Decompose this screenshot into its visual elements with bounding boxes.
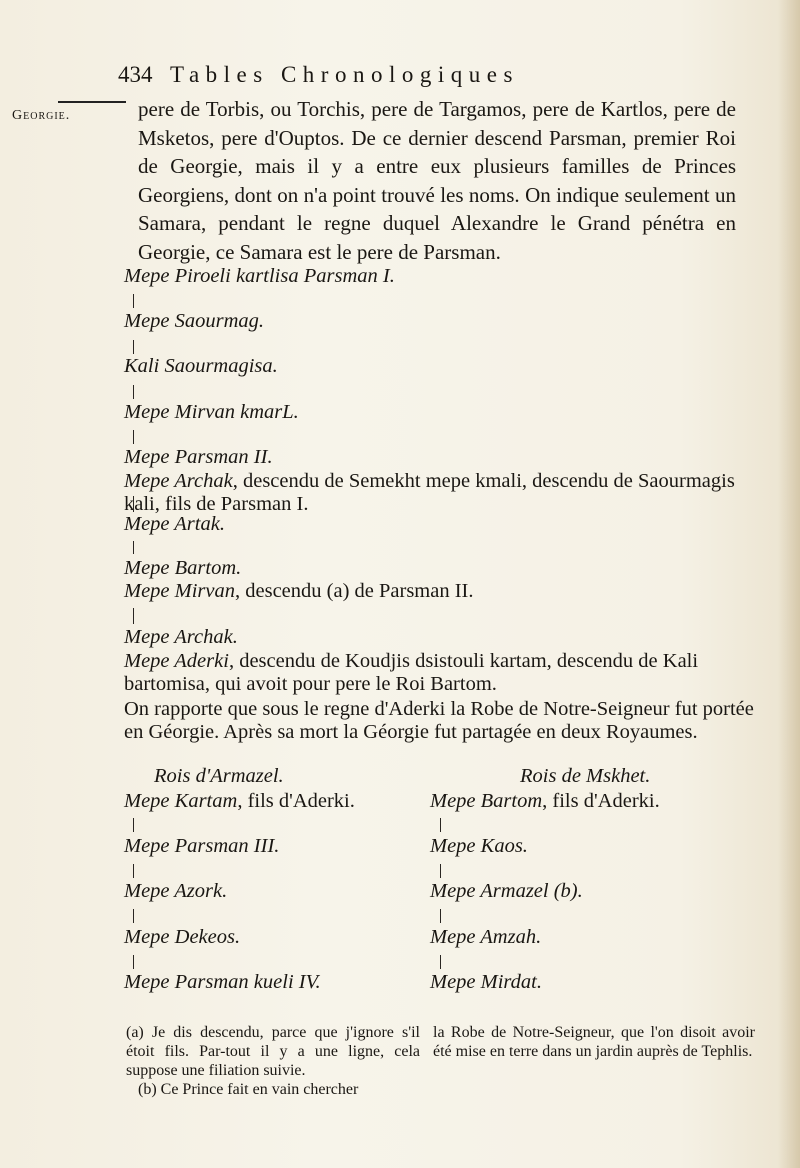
page-header (118, 62, 718, 92)
lineage-line (133, 608, 134, 624)
genealogy-entry: Mepe Bartom. (124, 557, 242, 579)
footnotes-right (433, 1023, 755, 1061)
lineage-line (440, 955, 441, 969)
lineage-line (440, 864, 441, 878)
page-edge-shadow (778, 0, 800, 1168)
lineage-line (440, 909, 441, 923)
genealogy-entry: Mepe Piroeli kartlisa Parsman I. (124, 265, 395, 287)
footnotes-left (126, 1023, 420, 1099)
genealogy-entry: Mepe Artak. (124, 513, 225, 535)
left-king-first: Mepe Kartam, fils d'Aderki. (124, 790, 355, 812)
lineage-line (133, 430, 134, 444)
genealogy-entry: Mepe Mirvan, descendu (a) de Parsman II. (124, 580, 474, 602)
lineage-line (133, 385, 134, 399)
genealogy-entry-aderki: Mepe Aderki, descendu de Koudjis dsistouli kartam, descendu de Kali bartomisa, qui avoit pour pere le Roi Bartom. (124, 650, 699, 695)
lineage-line (133, 818, 134, 832)
lineage-line (133, 496, 134, 512)
left-king: Mepe Dekeos. (124, 926, 241, 948)
right-king: Mepe Amzah. (430, 926, 542, 948)
genealogy-entry: Mepe Archak. (124, 626, 238, 648)
margin-rule (58, 101, 126, 103)
right-king-first: Mepe Bartom, fils d'Aderki. (430, 790, 660, 812)
left-king: Mepe Parsman III. (124, 835, 280, 857)
genealogy-entry-archak: Mepe Archak, descendu de Semekht mepe kmali, descendu de Saourmagis kali, fils de Parsman I. (124, 470, 735, 515)
kingdom-heading-armazel: Rois d'Armazel. (154, 765, 284, 787)
footnote-b-start: (b) Ce Prince fait en vain chercher (138, 1081, 359, 1098)
right-king: Mepe Armazel (b). (430, 880, 583, 902)
right-king: Mepe Mirdat. (430, 971, 542, 993)
genealogy-entry: Kali Saourmagisa. (124, 355, 278, 377)
left-king: Mepe Parsman kueli IV. (124, 971, 321, 993)
lineage-line (133, 541, 134, 554)
page-number: 434 (118, 62, 153, 87)
genealogy-entry: Mepe Mirvan kmarL. (124, 401, 299, 423)
intro-text: pere de Torbis, ou Torchis, pere de Targamos, pere de Kartlos, pere de Msketos, pere d'Ouptos. De ce dernier descend Parsman, premier Roi de Georgie, mais il y a entre eux plusieurs familles de Princes Georgiens, dont on n'a point trouvé les noms. On indique seulement un Samara, pendant le regne duquel Alexandre le Grand pénétra en Georgie, ce Samara est le pere de Parsman. (138, 97, 736, 264)
lineage-line (133, 294, 134, 308)
genealogy-entry: Mepe Parsman II. (124, 446, 273, 468)
lineage-line (133, 955, 134, 969)
lineage-line (133, 864, 134, 878)
lineage-line (133, 340, 134, 354)
kingdom-heading-mskhet: Rois de Mskhet. (520, 765, 651, 787)
intro-paragraph (138, 95, 736, 267)
lineage-line (133, 909, 134, 923)
margin-note: Georgie. (12, 108, 71, 123)
left-king: Mepe Azork. (124, 880, 228, 902)
genealogy-entry: Mepe Saourmag. (124, 310, 265, 332)
right-king: Mepe Kaos. (430, 835, 528, 857)
lineage-line (440, 818, 441, 832)
footnote-a: (a) Je dis descendu, parce que j'ignore s'il étoit fils. Par-tout il y a une ligne, cela suppose une filiation suivie. (126, 1024, 420, 1079)
aderki-note: On rapporte que sous le regne d'Aderki la Robe de Notre-Seigneur fut portée en Géorgie. Après sa mort la Géorgie fut partagée en deux Royaumes. (124, 698, 754, 743)
running-title: Tables Chronologiques (170, 62, 519, 87)
footnote-b-end: la Robe de Notre-Seigneur, que l'on disoit avoir été mise en terre dans un jardin auprès de Tephlis. (433, 1024, 755, 1060)
